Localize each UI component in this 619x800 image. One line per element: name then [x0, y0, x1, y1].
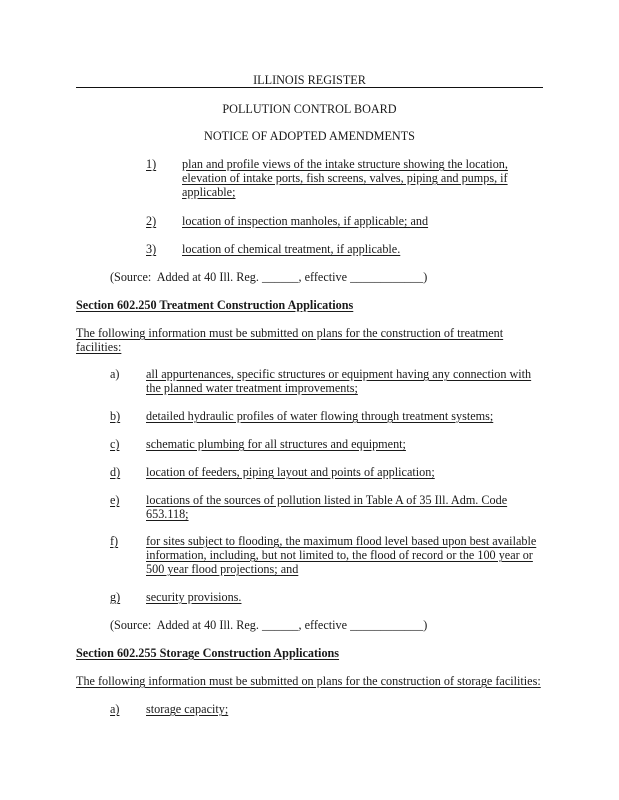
list-item-number: e)	[110, 493, 120, 507]
list-item-text: detailed hydraulic profiles of water flowing through treatment systems;	[146, 409, 494, 423]
list-item-text: schematic plumbing for all structures and equipment;	[146, 437, 406, 451]
list-item-text: security provisions.	[146, 590, 242, 604]
section-intro: The following information must be submitted on plans for the construction of treatment	[76, 326, 504, 340]
section-intro: The following information must be submitted on plans for the construction of storage facilities:	[76, 674, 541, 688]
list-item-number: f)	[110, 534, 119, 548]
list-item-text: locations of the sources of pollution listed in Table A of 35 Ill. Adm. Code	[146, 493, 508, 507]
source-note: (Source: Added at 40 Ill. Reg. ______, effective ____________)	[110, 618, 428, 632]
list-item-text: storage capacity;	[146, 702, 229, 716]
list-item-text: location of inspection manholes, if applicable; and	[182, 214, 429, 228]
list-item-number: d)	[110, 465, 121, 479]
list-item-text: location of chemical treatment, if applicable.	[182, 242, 401, 256]
list-item-text: location of feeders, piping layout and points of application;	[146, 465, 435, 479]
list-item-text: applicable;	[182, 185, 236, 199]
list-item-text: 500 year flood projections; and	[146, 562, 299, 576]
list-item-text: 653.118;	[146, 507, 189, 521]
section-heading: Section 602.250 Treatment Construction Applications	[76, 298, 354, 312]
list-item-number: a)	[110, 702, 120, 716]
list-item-text: elevation of intake ports, fish screens, valves, piping and pumps, if	[182, 171, 508, 185]
list-item-text: all appurtenances, specific structures or equipment having any connection with	[146, 367, 532, 381]
notice-title: NOTICE OF ADOPTED AMENDMENTS	[204, 129, 415, 143]
list-item-number: a)	[110, 367, 120, 381]
header-rule	[76, 87, 543, 88]
section-heading: Section 602.255 Storage Construction Applications	[76, 646, 340, 660]
register-title: ILLINOIS REGISTER	[253, 73, 366, 87]
list-item-number: 3)	[146, 242, 157, 256]
source-note: (Source: Added at 40 Ill. Reg. ______, effective ____________)	[110, 270, 428, 284]
list-item-number: b)	[110, 409, 121, 423]
list-item-text: for sites subject to flooding, the maximum flood level based upon best available	[146, 534, 537, 548]
list-item-number: 1)	[146, 157, 157, 171]
list-item-number: c)	[110, 437, 120, 451]
list-item-text: the planned water treatment improvements;	[146, 381, 358, 395]
list-item-text: information, including, but not limited to, the flood of record or the 100 year or	[146, 548, 533, 562]
list-item-number: g)	[110, 590, 121, 604]
list-item-text: plan and profile views of the intake structure showing the location,	[182, 157, 508, 171]
list-item-number: 2)	[146, 214, 157, 228]
section-intro: facilities:	[76, 340, 122, 354]
board-title: POLLUTION CONTROL BOARD	[222, 102, 397, 116]
